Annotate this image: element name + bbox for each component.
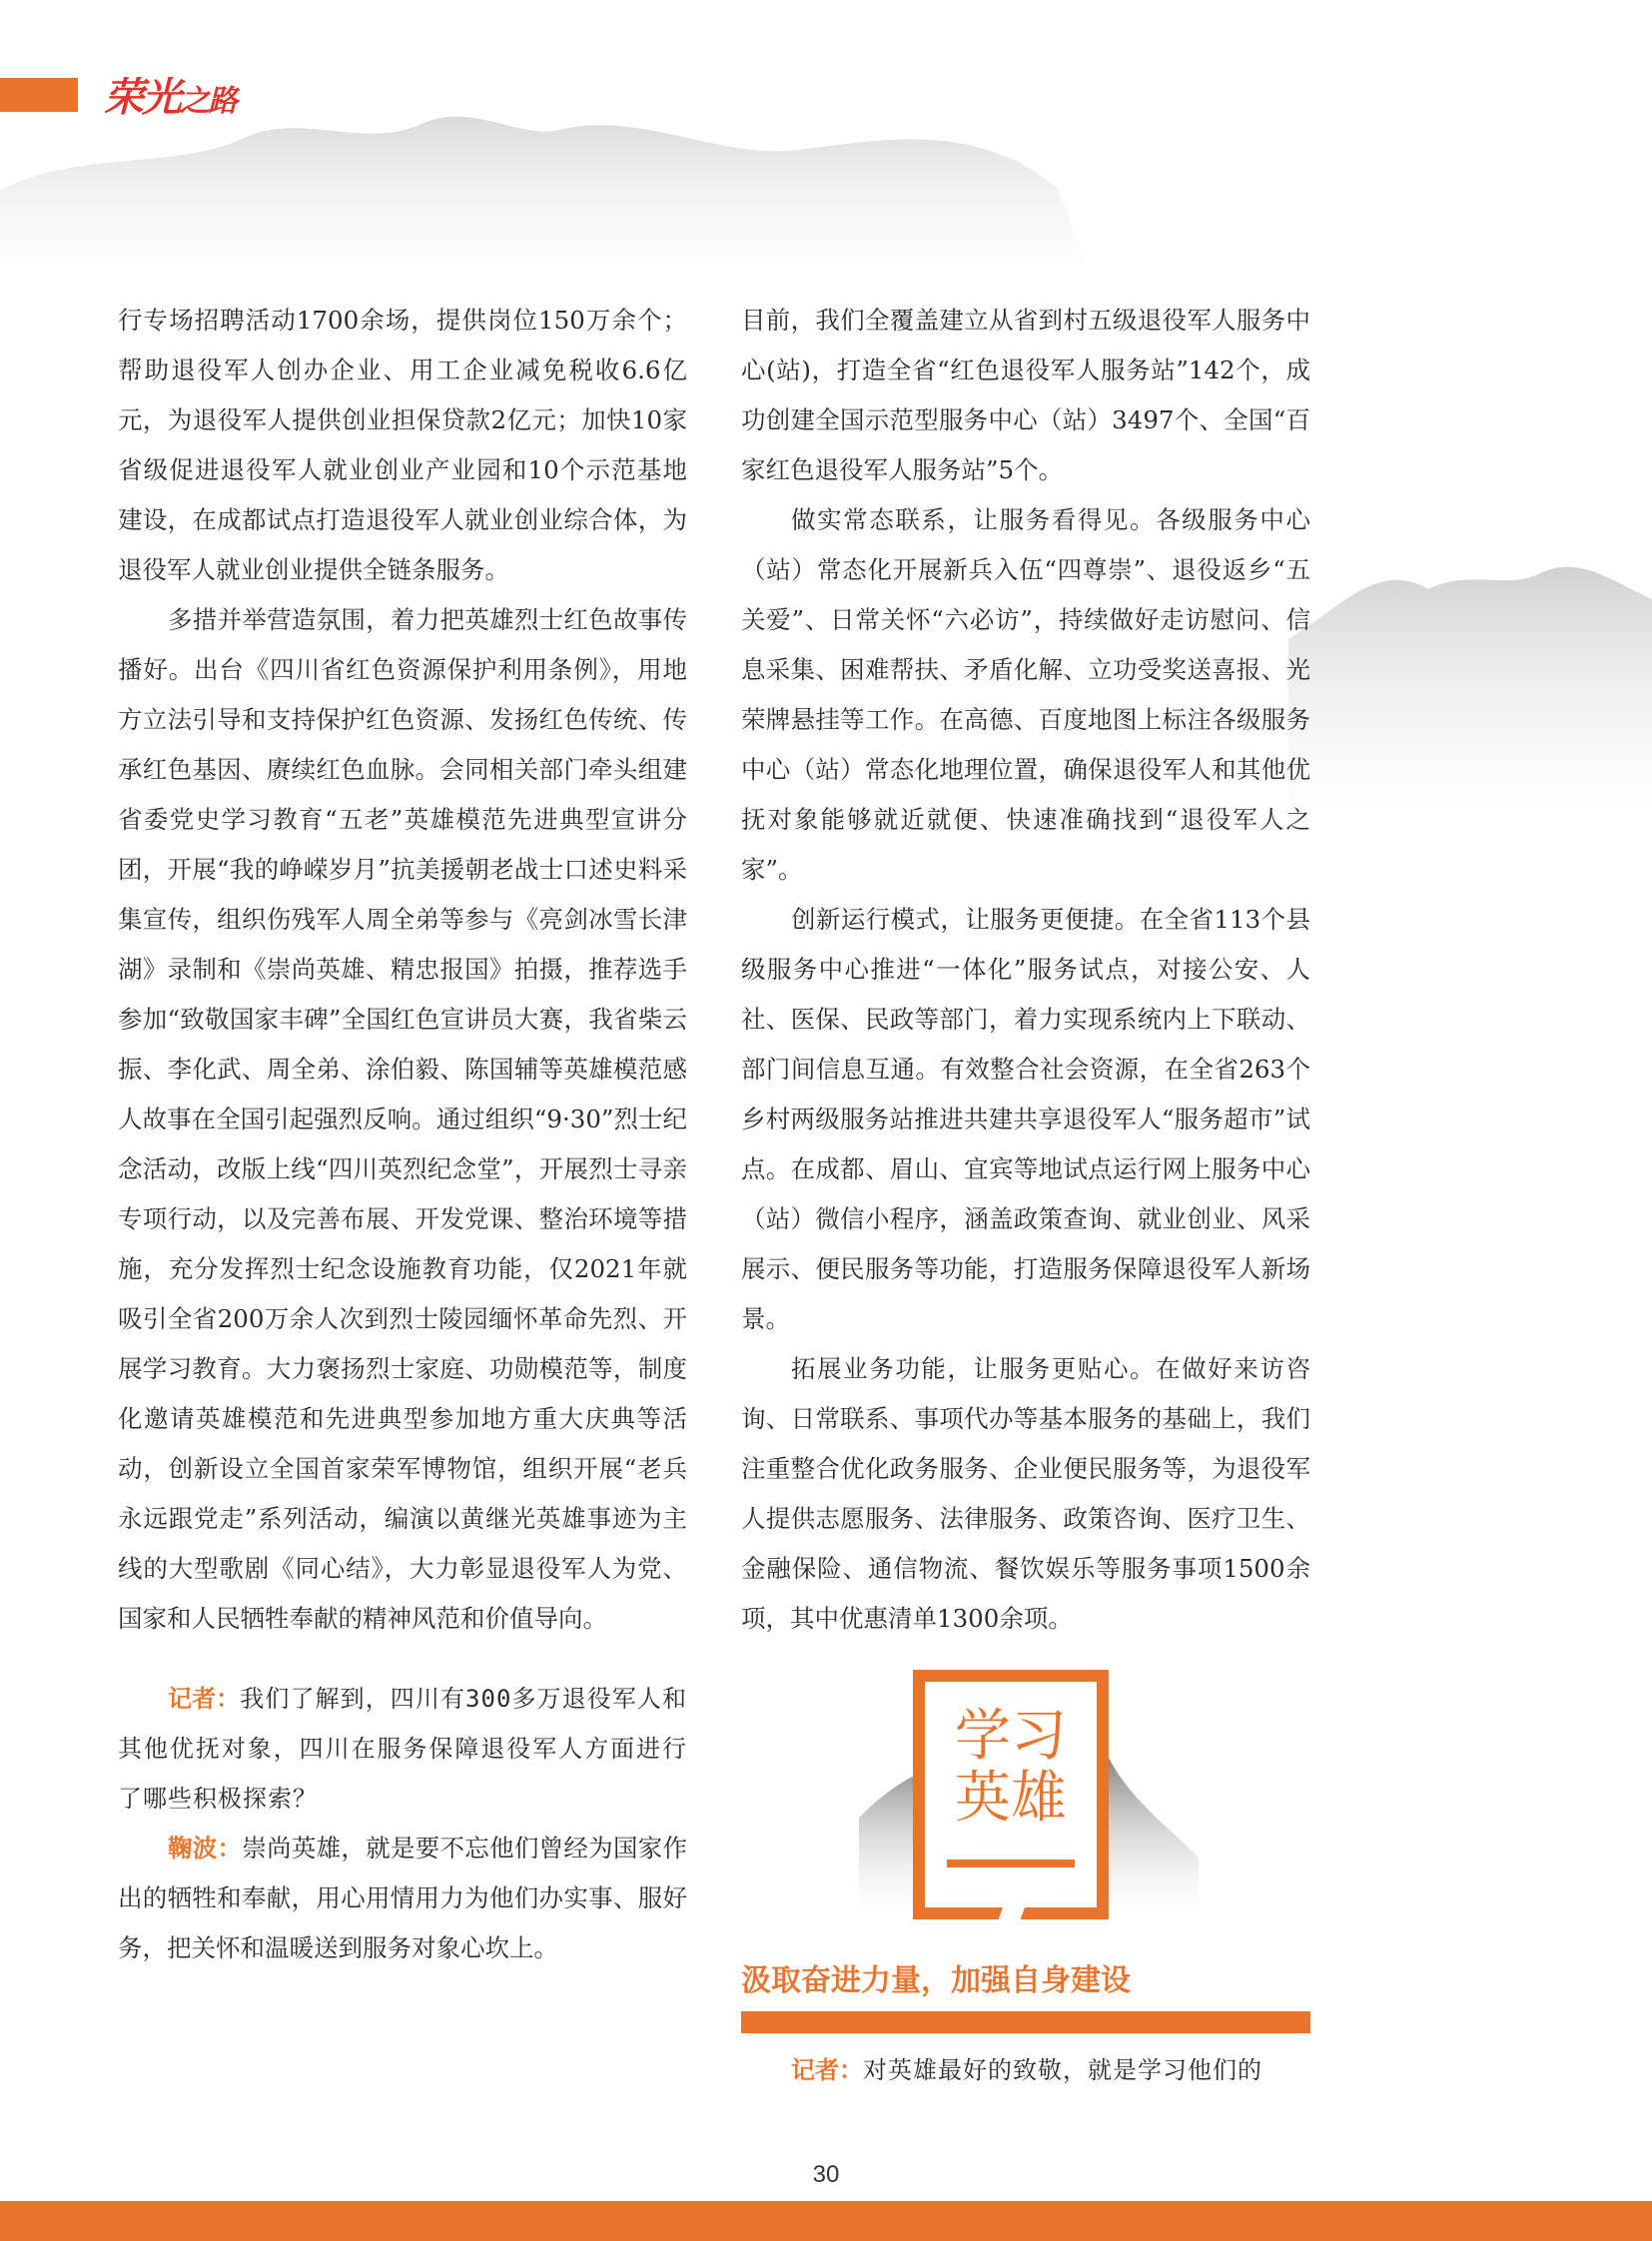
left-paragraph-2: 多措并举营造氛围，着力把英雄烈士红色故事传播好。出台《四川省红色资源保护利用条例》，用地方立法引导和支持保护红色资源、发扬红色传统、传承红色基因、赓续红色血脉。会同相关部门牵头组建省委党史学习教育“五老”英雄模范先进典型宣讲分团，开展“我的峥嵘岁月”抗美援朝老战士口述史料采集宣传，组织伤残军人周全弟等参与《亮剑冰雪长津湖》录制和《崇尚英雄、精忠报国》拍摄，推荐选手参加“致敬国家丰碑”全国红色宣讲员大赛，我省柴云振、李化武、周全弟、涂伯毅、陈国辅等英雄模范感人故事在全国引起强烈反响。通过组织“9·30”烈士纪念活动，改版上线“四川英烈纪念堂”，开展烈士寻亲专项行动，以及完善布展、开发党课、整治环境等措施，充分发挥烈士纪念设施教育功能，仅2021年就吸引全省200万余人次到烈士陵园缅怀革命先烈、开展学习教育。大力褒扬烈士家庭、功勋模范等，制度化邀请英雄模范和先进典型参加地方重大庆典等活动，创新设立全国首家荣军博物馆，组织开展“老兵永远跟党走”系列活动，编演以黄继光英雄事迹为主线的大型歌剧《同心结》，大力彰显退役军人为党、国家和人民牺牲奉献的精神风范和价值导向。 [118, 605, 687, 1633]
left-column [118, 296, 687, 1973]
right-paragraph-2: 做实常态联系，让服务看得见。各级服务中心（站）常态化开展新兵入伍“四尊崇”、退役返乡“五关爱”、日常关怀“六必访”，持续做好走访慰问、信息采集、困难帮扶、矛盾化解、立功受奖送喜报、光荣牌悬挂等工作。在高德、百度地图上标注各级服务中心（站）常态化地理位置，确保退役军人和其他优抚对象能够就近就便、快速准确找到“退役军人之家”。 [741, 505, 1310, 884]
right-question-text: 对英雄最好的致敬，就是学习他们的 [863, 2056, 1262, 2084]
badge-notch [998, 1893, 1030, 1921]
interview-answer [118, 1824, 687, 1973]
question-text: 我们了解到，四川有300多万退役军人和其他优抚对象，四川在服务保障退役军人方面进行了哪些积极探索？ [118, 1685, 687, 1813]
badge-rule [947, 1860, 1075, 1868]
logo-main: 荣光 [104, 75, 180, 121]
section-title: 汲取奋进力量，加强自身建设 [741, 1963, 1131, 1998]
answer-text: 崇尚英雄，就是要不忘他们曾经为国家作出的牺牲和奉献，用心用情用力为他们办实事、服好务，把关怀和温暖送到服务对象心坎上。 [118, 1834, 688, 1962]
footer-accent-bar [0, 2201, 1652, 2241]
right-paragraph-3: 创新运行模式，让服务更便捷。在全省113个县级服务中心推进“一体化”服务试点，对接公安、人社、医保、民政等部门，着力实现系统内上下联动、部门间信息互通。有效整合社会资源，在全省263个乡村两级服务站推进共建共享退役军人“服务超市”试点。在成都、眉山、宜宾等地试点运行网上服务中心（站）微信小程序，涵盖政策查询、就业创业、风采展示、便民服务等功能，打造服务保障退役军人新场景。 [741, 905, 1310, 1333]
left-paragraph-1: 行专场招聘活动1700余场，提供岗位150万余个；帮助退役军人创办企业、用工企业减免税收6.6亿元，为退役军人提供创业担保贷款2亿元；加快10家省级促进退役军人就业创业产业园和10个示范基地建设，在成都试点打造退役军人就业创业综合体，为退役军人就业创业提供全链条服务。 [118, 306, 687, 584]
page-number: 30 [812, 2161, 840, 2188]
magazine-logo [104, 66, 236, 123]
right-paragraph-4: 拓展业务功能，让服务更贴心。在做好来访咨询、日常联系、事项代办等基本服务的基础上，我们注重整合优化政务服务、企业便民服务等，为退役军人提供志愿服务、法律服务、政策咨询、医疗卫生、金融保险、通信物流、餐饮娱乐等服务事项1500余项，其中优惠清单1300余项。 [741, 1354, 1310, 1633]
learn-heroes-badge [913, 1670, 1109, 1919]
logo-small: 之路 [180, 84, 236, 119]
section-divider-bar [741, 2011, 1310, 2033]
badge-line-1: 学习 [955, 1704, 1067, 1769]
right-question-label: 记者： [791, 2056, 863, 2084]
answer-label: 鞠波： [168, 1834, 243, 1863]
right-paragraph-1: 目前，我们全覆盖建立从省到村五级退役军人服务中心(站)，打造全省“红色退役军人服务站”142个，成功创建全国示范型服务中心（站）3497个、全国“百家红色退役军人服务站”5个。 [741, 306, 1310, 484]
header-accent-bar [0, 78, 78, 112]
right-column [741, 296, 1310, 1644]
badge-line-2: 英雄 [955, 1766, 1067, 1831]
right-interview-question [741, 2045, 1310, 2095]
interview-question [118, 1674, 687, 1824]
question-label: 记者： [168, 1685, 241, 1713]
